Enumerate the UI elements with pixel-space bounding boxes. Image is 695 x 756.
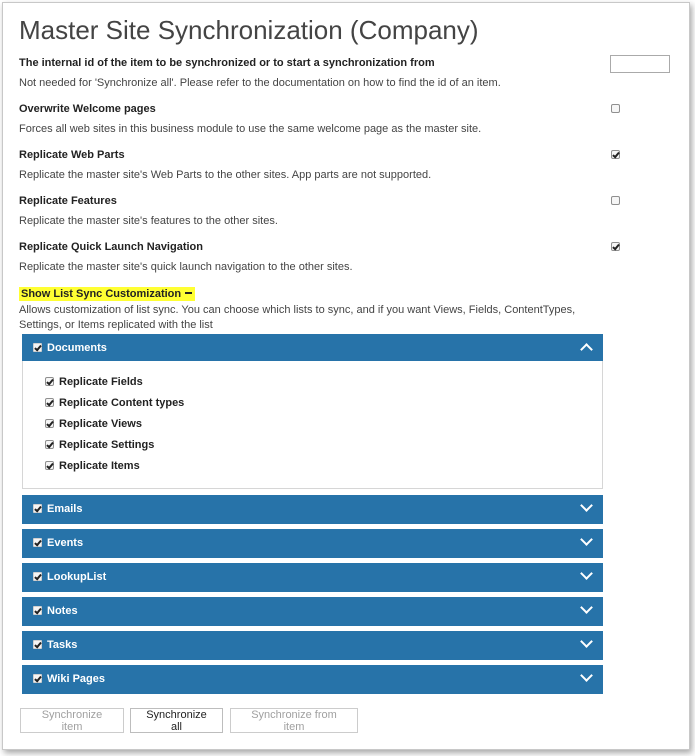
- item-id-description: Not needed for 'Synchronize all'. Please refer to the documentation on how to find the id of an item.: [19, 77, 501, 89]
- replicate-webparts-label: Replicate Web Parts: [19, 149, 125, 161]
- replicate-features-label: Replicate Features: [19, 195, 117, 207]
- list-panel-documents-body: [22, 361, 603, 489]
- list-panel-emails[interactable]: [22, 495, 603, 524]
- list-checkbox-documents[interactable]: [33, 343, 42, 352]
- replicate-features-checkbox[interactable]: [611, 196, 620, 205]
- chevron-down-icon[interactable]: [580, 499, 593, 512]
- replicate-quicklaunch-checkbox[interactable]: [611, 242, 620, 251]
- list-checkbox-events[interactable]: [33, 538, 42, 547]
- replicate-views-label: Replicate Views: [59, 418, 142, 430]
- list-checkbox-notes[interactable]: [33, 606, 42, 615]
- replicate-items-checkbox[interactable]: [45, 461, 54, 470]
- replicate-items-label: Replicate Items: [59, 460, 140, 472]
- list-panel-documents[interactable]: [22, 334, 603, 363]
- list-name-tasks: Tasks: [47, 639, 78, 651]
- replicate-fields-checkbox[interactable]: [45, 377, 54, 386]
- replicate-features-description: Replicate the master site's features to the other sites.: [19, 215, 278, 227]
- list-panel-events[interactable]: [22, 529, 603, 558]
- replicate-webparts-description: Replicate the master site's Web Parts to the other sites. App parts are not supported.: [19, 169, 432, 181]
- chevron-down-icon[interactable]: [580, 533, 593, 546]
- list-sync-description: Allows customization of list sync. You can choose which lists to sync, and if you want Views, Fields, ContentTypes, Settings, or Items replicated with the list: [19, 304, 576, 331]
- list-panel-notes[interactable]: [22, 597, 603, 626]
- list-checkbox-lookuplist[interactable]: [33, 572, 42, 581]
- list-name-lookuplist: LookupList: [47, 571, 107, 583]
- replicate-content-types-label: Replicate Content types: [59, 397, 185, 409]
- synchronize-item-button[interactable]: Synchronize item: [20, 708, 124, 733]
- chevron-up-icon[interactable]: [580, 343, 593, 356]
- list-panel-tasks[interactable]: [22, 631, 603, 660]
- overwrite-welcome-label: Overwrite Welcome pages: [19, 103, 156, 115]
- item-id-input[interactable]: [610, 55, 670, 73]
- list-sync-toggle-label: Show List Sync Customization: [21, 288, 182, 300]
- replicate-quicklaunch-description: Replicate the master site's quick launch navigation to the other sites.: [19, 261, 353, 273]
- list-name-events: Events: [47, 537, 84, 549]
- chevron-down-icon[interactable]: [580, 601, 593, 614]
- overwrite-welcome-checkbox[interactable]: [611, 104, 620, 113]
- chevron-down-icon[interactable]: [580, 669, 593, 682]
- item-id-label: The internal id of the item to be synchronized or to start a synchronization from: [19, 57, 435, 69]
- replicate-content-types-checkbox[interactable]: [45, 398, 54, 407]
- list-checkbox-emails[interactable]: [33, 504, 42, 513]
- list-name-notes: Notes: [47, 605, 78, 617]
- option-replicate-webparts: [19, 149, 599, 181]
- replicate-fields-label: Replicate Fields: [59, 376, 143, 388]
- page-title: Master Site Synchronization (Company): [19, 15, 479, 45]
- synchronize-all-button[interactable]: Synchronize all: [130, 708, 223, 733]
- replicate-settings-checkbox[interactable]: [45, 440, 54, 449]
- list-panel-wiki-pages[interactable]: [22, 665, 603, 694]
- replicate-settings-label: Replicate Settings: [59, 439, 155, 451]
- replicate-views-checkbox[interactable]: [45, 419, 54, 428]
- option-replicate-quicklaunch: [19, 241, 599, 273]
- option-replicate-features: [19, 195, 599, 227]
- list-panel-lookuplist[interactable]: [22, 563, 603, 592]
- list-name-emails: Emails: [47, 503, 83, 515]
- list-checkbox-wiki-pages[interactable]: [33, 674, 42, 683]
- chevron-down-icon[interactable]: [580, 635, 593, 648]
- option-overwrite-welcome: [19, 103, 599, 135]
- minus-icon: [185, 292, 192, 294]
- overwrite-welcome-description: Forces all web sites in this business module to use the same welcome page as the master site.: [19, 123, 482, 135]
- chevron-down-icon[interactable]: [580, 567, 593, 580]
- list-checkbox-tasks[interactable]: [33, 640, 42, 649]
- option-item-id: [19, 57, 599, 89]
- replicate-quicklaunch-label: Replicate Quick Launch Navigation: [19, 241, 203, 253]
- list-name-documents: Documents: [47, 342, 107, 354]
- replicate-webparts-checkbox[interactable]: [611, 150, 620, 159]
- list-sync-toggle[interactable]: [19, 287, 195, 301]
- list-name-wiki-pages: Wiki Pages: [47, 673, 105, 685]
- synchronize-from-item-button[interactable]: Synchronize from item: [230, 708, 358, 733]
